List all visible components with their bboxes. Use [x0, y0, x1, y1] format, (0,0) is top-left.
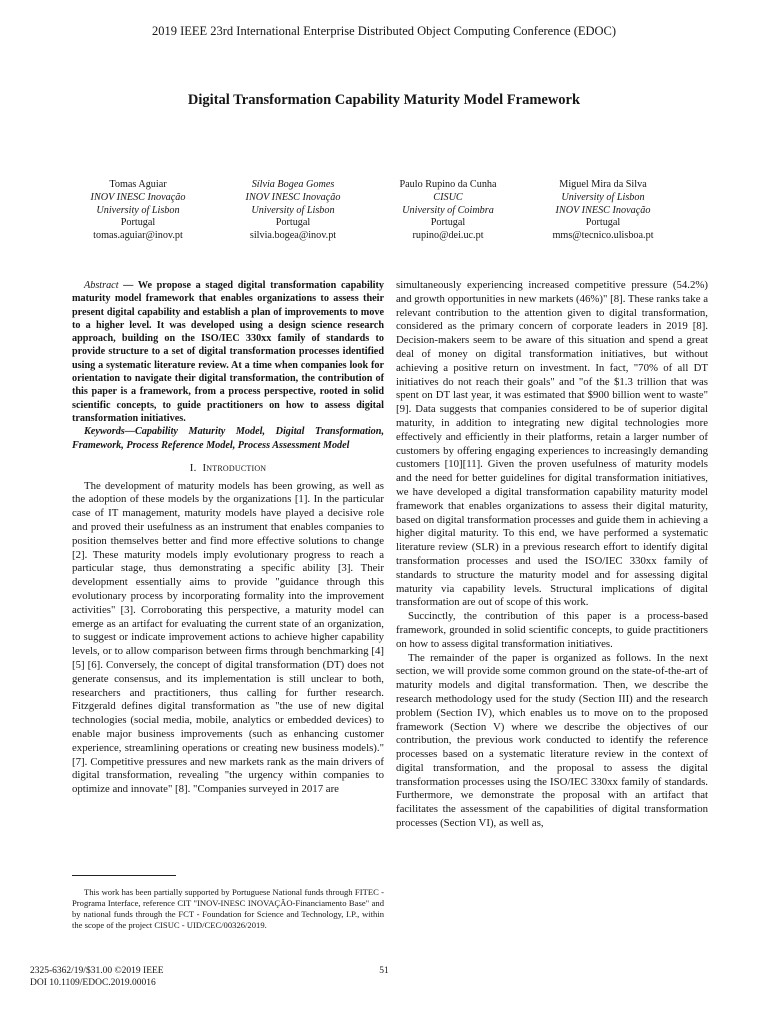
- paper-title: Digital Transformation Capability Maturity Model Framework: [187, 92, 581, 108]
- abstract-label: Abstract: [84, 280, 119, 291]
- author-affiliation: University of Lisbon: [561, 191, 645, 203]
- right-column: [396, 279, 708, 831]
- author-university: University of Lisbon: [251, 204, 335, 216]
- author-affiliation: INOV INESC Inovação: [245, 191, 341, 203]
- author-email: silvia.bogea@inov.pt: [249, 230, 337, 242]
- left-column: [72, 279, 384, 797]
- author-country: Portugal: [430, 217, 466, 229]
- contribution-paragraph: Succinctly, the contribution of this paper is a process-based framework, grounded in solid scientific concepts, to guide practitioners on how to assess digital transformation initiatives.: [396, 610, 708, 650]
- author-university: University of Coimbra: [402, 204, 494, 216]
- keywords: Keywords—Capability Maturity Model, Digital Transformation, Framework, Process Reference Model, Process Assessment Model: [72, 426, 384, 451]
- author-email: tomas.aguiar@inov.pt: [93, 230, 183, 242]
- copyright-line: 2325-6362/19/$31.00 ©2019 IEEE: [30, 966, 164, 976]
- author-name: Sílvia Bogea Gomes: [251, 179, 335, 190]
- conference-header: 2019 IEEE 23rd International Enterprise Distributed Object Computing Conference (EDOC): [151, 24, 617, 38]
- author-country: Portugal: [585, 217, 621, 229]
- section-number: I.: [189, 461, 197, 474]
- author-name: Tomas Aguiar: [109, 179, 167, 190]
- author-2: [217, 179, 369, 243]
- author-university: INOV INESC Inovação: [555, 204, 651, 216]
- section-title: Introduction: [202, 461, 267, 474]
- author-affiliation: CISUC: [433, 191, 463, 203]
- funding-footnote: This work has been partially supported by Portuguese National funds through FITEC - Programa Interface, reference CIT "INOV-INESC INOVAÇÃO-Financiamento Base" and by national funds through the FCT - Foundation for Science and Technology, I.P., within the scope of the project CISUC - UID/CEC/00326/2019.: [72, 886, 384, 931]
- author-email: rupino@dei.uc.pt: [412, 230, 484, 242]
- page-number: 51: [379, 966, 389, 976]
- author-email: mms@tecnico.ulisboa.pt: [552, 230, 654, 242]
- abstract: [72, 279, 384, 425]
- author-name: Paulo Rupino da Cunha: [399, 179, 497, 190]
- author-affiliation: INOV INESC Inovação: [90, 191, 186, 203]
- footnote-divider: [72, 875, 176, 876]
- author-university: University of Lisbon: [96, 204, 180, 216]
- intro-paragraph-continued: simultaneously experiencing increased competitive pressure (54.2%) and growth opportunities in new markets (46%)" [8]. These ranks take a relevant contribution to the attention given to digital transformation, considered as the primary concern of corporate leaders in 2019 [8]. Decision-makers seem to be aware of this situation and spend a great deal of money on digital transformation initiatives, but without achieving a positive return on investment. In fact, "70% of all DT initiatives do not reach their goals" and "of the $1.3 trillion that was spent on DT last year, it was estimated that $900 billion went to waste" [9]. Data suggests that companies considered to be of superior digital maturity, in addition to integrating new digital technologies more effectively and efficiently in their platforms, retain a larger number of customers by offering engaging experiences to increasingly demanding customers [10][11]. Given the proven usefulness of maturity models and the need for better guidelines for digital transformation initiatives, we have developed a digital transformation capability maturity model framework that enables organizations to assess their digital maturity, based on digital transformation processes and guide them in achieving a higher digital maturity. To this end, we have performed a systematic literature review (SLR) in a previous research effort to identify digital transformation processes and used the ISO/IEC 330xx family of standards to structure the maturity model and for assessing digital maturity via capability levels. Structural implications of digital transformation are out of scope of this work.: [396, 279, 708, 609]
- intro-paragraph: The development of maturity models has been growing, as well as the adoption of these models by the organizations [1]. In the particular case of IT management, maturity models have played a decisive role and proved their usefulness as an instrument that enables companies to position themselves better and find more effective solutions to change [2]. These maturity models imply evolutionary progress to reach a particular stage, thus demonstrating a specific ability [3]. Their development essentially aims to provide "guidance through this evolutionary process by incorporating formality into the improvement activities" [3]. Corroborating this perspective, a maturity model can emerge as an artifact for evaluating the current state of an organization, to suggest or indicate improvement actions to achieve higher capability levels, or to allow comparison between firms through benchmarking [4] [5] [6]. Conversely, the concept of digital transformation (DT) does not generate consensus, and its implementation is still unclear to both, researchers and practitioners, thus calling for further research. Fitzgerald defines digital transformation as "the use of new digital technologies (social media, mobile, analytics or embedded devices) to enable major business improvements (such as enhancing customer experience, streamlining operations or creating new business models)." [7]. Competitive pressures and new markets rank as the main drivers of digital transformation, revealing "the urgency within companies to optimize and innovate" [8]. "Companies surveyed in 2017 are: [72, 479, 384, 796]
- author-name: Miguel Mira da Silva: [559, 179, 647, 190]
- outline-paragraph: The remainder of the paper is organized as follows. In the next section, we will provide some common ground on the state-of-the-art of maturity models and digital transformation. Then, we describe the research methodology used for the study (Section III) and the research problem (Section IV), which enables us to move on to the proposed framework (Section V) where we describe the objectives of our contribution, the previous work conducted to identify the reference processes based on a systematic literature review in the context of digital transformation, and the proposal to assess the digital transformation processes using the ISO/IEC 330xx family of standards. Furthermore, we demonstrate the proposal with an artifact that facilitates the assessment of the capabilities of digital transformation processes (Section VI), as well as,: [396, 651, 708, 830]
- doi-line: DOI 10.1109/EDOC.2019.00016: [30, 977, 156, 988]
- section-heading-introduction: [72, 462, 384, 476]
- author-block: [62, 179, 722, 243]
- author-country: Portugal: [275, 217, 311, 229]
- author-1: [62, 179, 214, 243]
- author-country: Portugal: [120, 217, 156, 229]
- author-3: [372, 179, 524, 243]
- author-4: [527, 179, 679, 243]
- abstract-text: — We propose a staged digital transformation capability maturity model framework that enables organizations to assess their present digital capability and establish a plan of improvements to move to a higher level. It was developed using a design science research approach, building on the ISO/IEC 330xx family of standards to provide structure to a set of digital transformation processes identified using a systematic literature review. At a time when companies look for orientation to navigate their digital transformation, the contribution of this paper is a framework, from a process perspective, rooted in solid scientific concepts, to guide practitioners on how to assess digital transformation initiatives.: [72, 280, 384, 424]
